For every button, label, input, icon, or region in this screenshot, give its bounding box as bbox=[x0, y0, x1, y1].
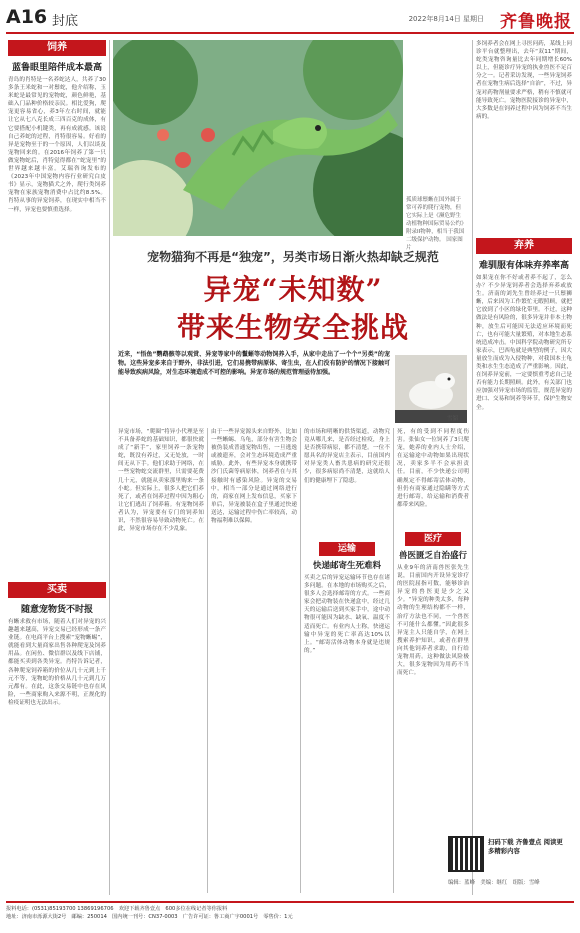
article-body-center-1: 异宠市场，“爬圈”将异小代理是至不具备养蛇的基础知识，都很快就成了“新手”，家里饲养一条宠物蛇，既没有养过，又无处放，一时间无从下手。他们求助于网络，在一些宠物蛇交流群里，只需要花费几十元，就能从卖家那里购来一条小蛇。但实际上，很多人把它们养死了，或者在饲养过程中因为粗心让它们逃出了饲养箱。有宠物饲养者认为，异宠要有专门的饲养知识，不然很容易导致动物死亡。在此，异宠市场存在不少乱象。 bbox=[118, 429, 204, 533]
ferret-illustration bbox=[395, 355, 467, 423]
center-column-2 bbox=[211, 428, 297, 893]
qr-code[interactable] bbox=[448, 836, 484, 872]
article-body-medical: 从业9年的济南兽医张先生说，目前国内开设异宠诊疗的医院屈指可数，能够诊治异宠的兽医更是少之又少。“异宠的种类太多，每种动物的生理结构都不一样，治疗方法也不同，一个兽医不可能什么都懂。”因此很多异宠主人只能自学，在网上搜索养护知识，或者在群里向其他饲养者求助，自行给宠物用药。这种做法风险极大，很多宠物因为用药不当而死亡。 bbox=[397, 565, 469, 677]
footer-line-2: 地址：济南市泺源大街2号 邮编：250014 国内统一刊号：CN37-0003 广告许可证：鲁工商广字0001号 零售价：1元 bbox=[6, 914, 293, 920]
section-tag-feeding: 饲养 bbox=[8, 40, 106, 56]
article-body-trade: 有蜥求救有市场，随着人们对异宠的兴趣越来越高，异宠交易已经形成一条产业链。在电商平台上搜索“宠物蜥蜴”，就能看到大量商家出售各种爬宠及饲养用品。在闲鱼、微信群以及线下店铺，都能买卖到各类异宠。肖特告诉记者，各种爬宠饲养箱的价位从几十元到上千元不等，宠物蛇的价格从几十元到几万元都有。在此，这条交易链中也存在风险，一些商家购入来源不明，正规化的检疫证明也无法出示。 bbox=[8, 619, 106, 706]
article-body-right-top: 多饲养者会在网上寻医问药，某线上问诊平台就整理出，去年“双11”期间，蛇类宠物咨询量比去年同期增长60%以上，但能诊疗异宠的执业兽医不足百分之一。记者采访发现，一些异宠饲养者在宠物生病后选择“自治”，不过，异宠对药物剂量要求严格，稍有不慎就可能导致死亡。宠物医院接诊的异宠中，大多数是在饲养过程中因为饲养不当生病的。 bbox=[476, 41, 572, 120]
issue-date: 2022年8月14日 星期日 bbox=[408, 15, 484, 23]
iguana-illustration bbox=[113, 40, 403, 236]
center-column-3 bbox=[304, 428, 390, 894]
newspaper-logo: 齐鲁晚报 bbox=[500, 12, 572, 32]
right-column bbox=[476, 40, 572, 794]
center-column-4 bbox=[397, 428, 469, 894]
column-divider bbox=[300, 428, 301, 893]
section-tag-abandon: 弃养 bbox=[476, 238, 572, 254]
headline-intro: 宠物猫狗不再是“独宠”，另类市场日渐火热却缺乏规范 bbox=[147, 250, 439, 264]
column-divider bbox=[207, 428, 208, 893]
article-body-center-2: 由于一些异宠源头来自野外，比如一些蜥蜴、乌龟，部分有害生物会被伪装成普通宠物出售，一旦逃逸或被遗弃，会对生态环境造成严重威胁。此外，有些异宠本身就携带沙门氏菌等病原体，饲养者在与其接触时有感染风险。异宠的交易中，相当一部分是通过网络进行的，商家在网上发布信息，买家下单后，异宠被装在盒子里通过快递送达，运输过程中伤亡率较高，动物福利难以保障。 bbox=[211, 429, 297, 525]
subheading-transport: 快递邮寄生死难料 bbox=[312, 561, 381, 571]
center-column-1 bbox=[118, 428, 204, 893]
article-body-transport: 买卖之后的异宠运输环节也存在诸多问题。在本地的市场购买之后，很多人会选择邮寄的方式。一些商家会把动物装在快递盒中，经过几天的运输后送到买家手中，途中动物很可能因为缺水、缺氧、温度不适而死亡。有业内人士称，快递运输中异宠的死亡率高达10%以上。“邮寄活体动物本身就是违规的。” bbox=[304, 575, 390, 654]
section-name: 封底 bbox=[52, 14, 79, 29]
column-divider bbox=[393, 428, 394, 893]
subheading-medical: 兽医匮乏自治盛行 bbox=[398, 551, 467, 561]
headline-main-2: 带来生物安全挑战 bbox=[176, 311, 409, 344]
footer-line-1: 报料电话：(0531)85193700 13869196706 欢迎下载齐鲁壹点 600多位在线记者等你报料 bbox=[6, 906, 228, 912]
column-divider bbox=[109, 40, 110, 895]
headline-main-1: 异宠“未知数” bbox=[203, 273, 383, 306]
lead-paragraph: 近来，“悟鱼”鹦鹉骸等以观赏、异宠等家中的鬣蜥等动物饲养入手，从家中走出了一个个“另类”的宠物。这些异宠多来自于野外，非法引进，它们易携带病原体、寄生虫，在人们没有防护的情况下接触可能导致疾病风险，对生态环境造成不可控的影响。异宠市场的规范管理亟待加强。 bbox=[118, 351, 390, 376]
section-tag-medical: 医疗 bbox=[405, 532, 461, 546]
page-number: A16 bbox=[6, 6, 48, 28]
article-body-center-4: 死，有的受到不同程度伤害。张仙女一位饲养了3只爬宠，她养的业内人士介绍，在运输途中动物如果出现状况，卖家多半不会承担责任。目前，不少快递公司明确规定不得邮寄活体动物，但仍有商家通过隐瞒等方式进行邮寄，给运输和消费者都带来风险。 bbox=[397, 429, 469, 508]
ferret-photo bbox=[395, 355, 467, 423]
page-header bbox=[6, 4, 574, 34]
section-tag-transport: 运输 bbox=[319, 542, 375, 556]
qr-code-text: 扫码下载 齐鲁壹点 阅读更多精彩内容 bbox=[488, 838, 563, 855]
section-tag-trade: 买卖 bbox=[8, 582, 106, 598]
iguana-photo bbox=[113, 40, 403, 236]
article-body-center-3: 的市场和明晰的供货渠道，动物究竟从哪儿来，是否经过检疫，身上是否携带病原，都不清楚。一位不愿具名的异宠店主表示，目前国内对异宠类人畜共患病的研究还很少，很多病原尚不清楚，这就给人们的健康埋下了隐患。 bbox=[304, 429, 390, 484]
subheading-abandon: 难驯服有体味弃养率高 bbox=[478, 261, 569, 271]
subheading-trade: 随意宠物货不时报 bbox=[20, 605, 93, 615]
column-divider bbox=[472, 40, 473, 895]
subheading-feeding: 蓝鲁眼里陪伴成本最高 bbox=[11, 63, 102, 73]
left-column bbox=[8, 40, 106, 858]
article-body-feeding: 青岛的肖特是一名养蛇达人，共养了30多条王米蛇和一对鬃蛇，他介绍称，玉米蛇是最常见的宠物蛇，颜色鲜艳，基础入门品种价格较亲民。相比爱狗，爬宠更容易省心，养3年左右时间，就能让它从七八克长成三四百克的成体，有它要搭配小机键类，再有成就感。该说自己养蛇的过程，肖特很容易。好看的异是宠物至于的一个原因，人们以谈及宠物回来的。在2016年饲养了第一只做宠物蛇后，肖特觉得都在“蛇宠里”的世界越来越丰富。艾瑞咨询发布的《2023年中国宠物内容行业研究白皮书》显示，宠物猫犬之外，爬行类饲养宠物在家族宠物消费中占比约8.5%。肖特从事的异宠饲养，在现实中相当不一样，异宠也要慎重选择。 bbox=[8, 77, 106, 213]
ferret-caption: 雪貂 bbox=[447, 416, 459, 422]
article-body-abandon: 如果宠在你不好或者养不起了，怎么办？不少异宠饲养者会选择弃养或放生。济南的刘先生曾经养过一只鬃狮蜥，后来因为工作繁忙无暇照顾，就把它放到了小区的绿化带里。不过，这种做法是有风险的，很多异宠并非本土物种，放生后可能因无法适应环境而死亡，也有可能大量繁殖，对本地生态系统造成冲击。中国科学院动物研究所专家表示，巴西龟就是典型的例子，因大量放生而成为入侵物种，对我国本土龟类和水生生态造成了严重影响。因此，在饲养异宠前，一定要慎重考虑自己是否有能力长期照顾。此外，有关部门也应加强对异宠市场的监管，规范异宠的进口、交易和饲养等环节，保护生物安全。 bbox=[476, 275, 572, 411]
editor-credits: 编辑：蓝峰 美编：继红 组版：雪峰 bbox=[448, 880, 540, 886]
photo-caption: 孤质球鬃蜥在国外属于常可养的爬行宠物，但它实际上是《濒危野生动植物种国际贸易公约》附录II物种，相当于我国二级保护动物。 国家图片 bbox=[406, 197, 465, 251]
page-footer bbox=[6, 901, 574, 927]
